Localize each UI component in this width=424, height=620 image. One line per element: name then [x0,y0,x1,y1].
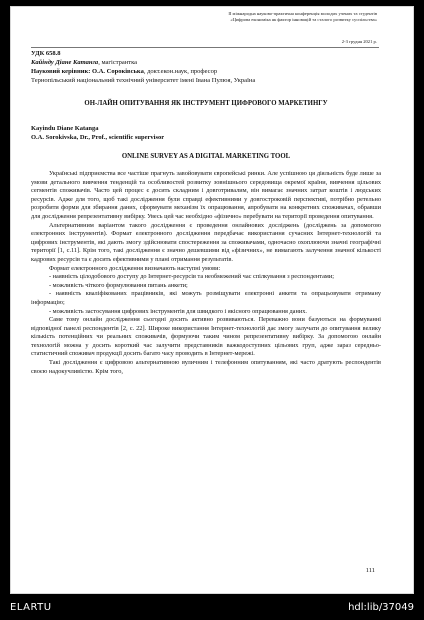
list-item: - наявність кваліфікованих працівників, які можуть розміщувати електронні анкети та опрацьовувати отриману інформацію; [31,290,381,306]
udc-code: УДК 658.8 [31,50,61,57]
supervisor-label: Науковий керівник: О.А. Сороківська [31,68,144,75]
author-english: Kayindu Diane Katanga [31,125,99,132]
list-item: - можливість застосування цифрових інструментів для швидкого і якісного опрацювання даних. [49,307,307,315]
handle-id[interactable]: hdl:lib/37049 [348,602,414,613]
paragraph: Альтернативним варіантом такого дослідження є проведення онлайнових досліджень (досліджень за допомогою електронних інструментів). Формат електронного дослідження передбачає використання сучасних Інтернет-технологій та цифрових інструментів, які дають змогу здійснювати спостереження за споживачами, одночасно охоплюючи значні географічні території [1, с.11]. Крім того, такі дослідження є значно дешевшими від «фізичних», не вимагають залучення значної кількості кадрових ресурсів та є досить ефективними у плані отримання результатів. [31,221,381,263]
header-divider [31,47,379,48]
list-item: - наявність цілодобового доступу до Інтернет-ресурсів та необмежений час спілкування з респондентами; [49,273,335,281]
title-ukrainian: ОН-ЛАЙН ОПИТУВАННЯ ЯК ІНСТРУМЕНТ ЦИФРОВОГО МАРКЕТИНГУ [84,100,328,107]
paragraph: Саме тому онлайн дослідження сьогодні досить активно розвиваються. Переважно вони базуються на формуванні відповідної панелі респондентів [2, с. 22]. Широке використання Інтернет-технологій дає змогу залучати до опитування велику кількість потенційних чи реальних споживачів, формуючи таким чином репрезентативну вибірку. За допомогою онлайн технологій можна у досить короткий час залучити представників важкодоступних цільових груп, адже зараз середньо-статистичний споживач продукції досить багато часу проводить в Інтернет-мережі. [31,316,381,358]
header-line-2: «Цифрова економіка як фактор інновацій та сталого розвитку суспільства» [230,17,377,22]
author-name: Кайінду Діане Катанга [31,59,99,66]
supervisor-english: O.A. Sorokivska, Dr., Prof., scientific supervisor [31,134,165,141]
supervisor-line [31,68,381,77]
author-line [31,59,381,68]
page-number: 111 [365,567,375,574]
document-page [10,6,414,594]
paragraph: Такі дослідження є цифровою альтернативною вуличним і телефонним опитуванням, які часто дратують респондентів своєю надокучливістю. Крім того, [31,359,381,375]
repository-name: ELARTU [10,602,52,613]
conference-date: 2-3 грудня 2021 р. [341,39,377,44]
paragraph: Формат електронного дослідження визначають наступні умови: [49,264,221,272]
header-line-1: ІІ міжнародна науково-практична конференція молодих учених та студентів [228,11,377,16]
list-item: - можливість чіткого формулювання питань анкети; [49,281,188,289]
institution: Тернопільський національний технічний університет імені Івана Пулюя, Україна [31,77,256,84]
author-role: , магістрантка [98,59,138,66]
supervisor-details: , докт.екон.наук, професор [143,68,218,75]
article-body [31,170,381,376]
conference-header [228,11,377,23]
repository-footer [0,594,424,620]
paragraph: Українські підприємства все частіше прагнуть завойовувати європейські ринки. Але успішною ця діяльність буде лише за умови детального вивчення тенденцій та особливостей розвитку зовнішнього середовища окремої країни, вивчення цільових сегментів споживачів. Часто цей процес є досить складним і довготривалим, він вимагає значних затрат коштів і людських ресурсів. Адже для того, щоб такі дослідження були справді ефективними у довгостроковій перспективі, потрібно ретельно розробити форми для збирання даних, сформувати механізм їх опрацювання, апробувати на конкретних споживачах, обравши для дослідження репрезентативну вибірку. Увесь цей час необхідно «фізично» перебувати на території проведення опитування. [31,170,381,220]
title-english: ONLINE SURVEY AS A DIGITAL MARKETING TOOL [121,153,291,160]
